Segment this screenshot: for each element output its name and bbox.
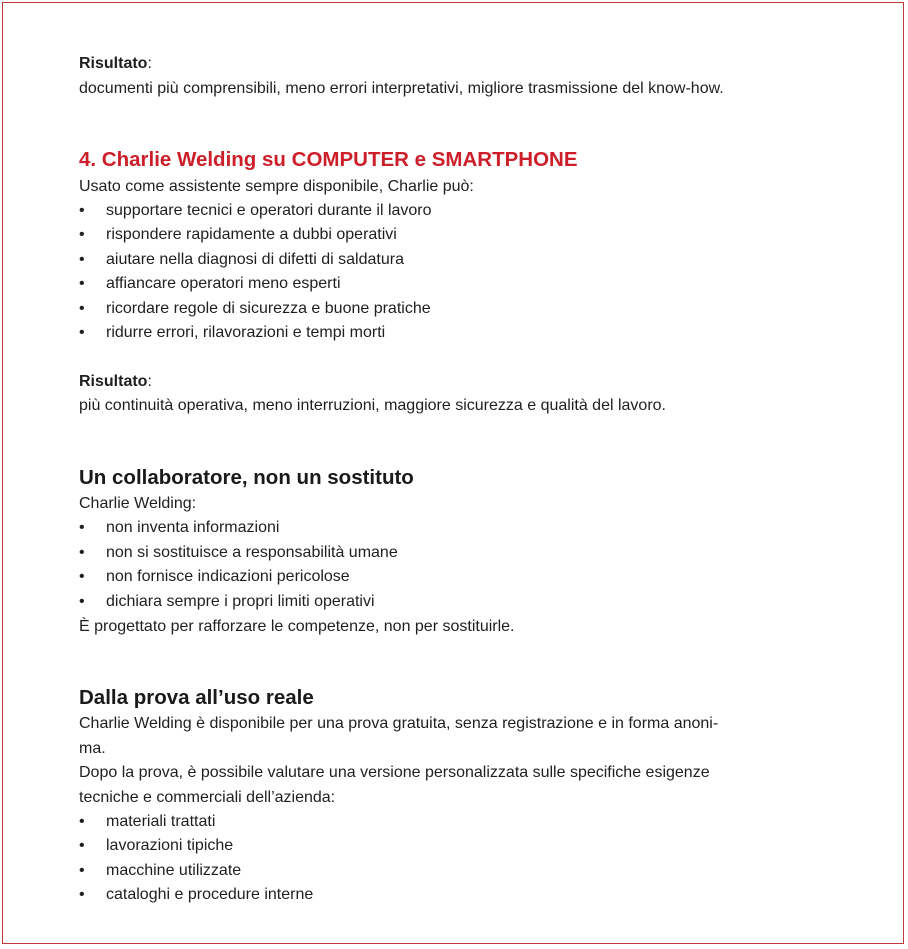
trial-title: Dalla prova all’uso reale bbox=[79, 686, 314, 709]
bullet-icon: • bbox=[79, 519, 85, 536]
result-heading-2 bbox=[79, 372, 152, 392]
bullet-icon: • bbox=[79, 226, 85, 243]
bullet-icon: • bbox=[79, 202, 85, 219]
result-text-2: più continuità operativa, meno interruzioni, maggiore sicurezza e qualità del lavoro. bbox=[79, 397, 666, 414]
result-colon: : bbox=[147, 373, 152, 390]
bullet-icon: • bbox=[79, 324, 85, 341]
bullet-icon: • bbox=[79, 886, 85, 903]
trial-para-2-line-1: Dopo la prova, è possibile valutare una versione personalizzata sulle specifiche esigenze bbox=[79, 764, 710, 781]
trial-para-1-line-1: Charlie Welding è disponibile per una prova gratuita, senza registrazione e in forma anoni- bbox=[79, 715, 719, 732]
collaborator-intro: Charlie Welding: bbox=[79, 495, 197, 512]
bullet-icon: • bbox=[79, 568, 85, 585]
result-label: Risultato bbox=[79, 373, 148, 390]
trial-para-2-line-2: tecniche e commerciali dell’azienda: bbox=[79, 789, 336, 806]
result-text-1: documenti più comprensibili, meno errori interpretativi, migliore trasmissione del know-how. bbox=[79, 80, 724, 97]
collaborator-closing: È progettato per rafforzare le competenze, non per sostituirle. bbox=[79, 618, 515, 635]
section-4-intro: Usato come assistente sempre disponibile, Charlie può: bbox=[79, 178, 474, 195]
bullet-icon: • bbox=[79, 251, 85, 268]
bullet-icon: • bbox=[79, 275, 85, 292]
collaborator-title: Un collaboratore, non un sostituto bbox=[79, 466, 414, 489]
bullet-icon: • bbox=[79, 862, 85, 879]
bullet-icon: • bbox=[79, 837, 85, 854]
result-label: Risultato bbox=[79, 55, 148, 72]
bullet-icon: • bbox=[79, 544, 85, 561]
result-colon: : bbox=[147, 55, 152, 72]
bullet-icon: • bbox=[79, 813, 85, 830]
bullet-icon: • bbox=[79, 593, 85, 610]
bullet-icon: • bbox=[79, 300, 85, 317]
section-4-title: 4. Charlie Welding su COMPUTER e SMARTPHONE bbox=[79, 148, 578, 171]
trial-para-1-line-2: ma. bbox=[79, 740, 106, 757]
result-heading-1 bbox=[79, 54, 152, 74]
